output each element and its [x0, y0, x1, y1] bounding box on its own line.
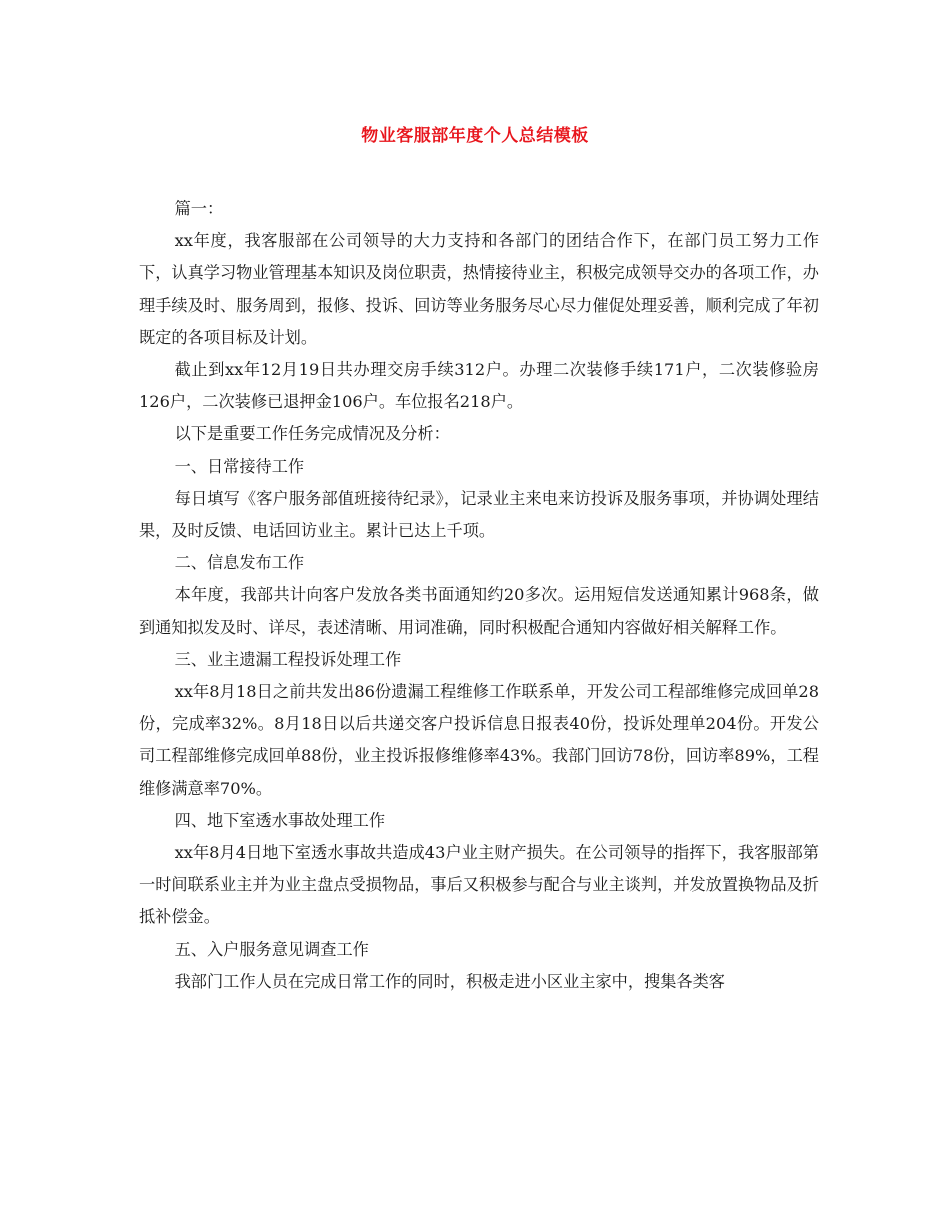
body-paragraph: 截止到xx年12月19日共办理交房手续312户。办理二次装修手续171户，二次装修验房126户，二次装修已退押金106户。车位报名218户。 — [139, 360, 819, 412]
body-paragraph: 我部门工作人员在完成日常工作的同时，积极走进小区业主家中，搜集各类客 — [174, 971, 725, 991]
section-heading: 五、入户服务意见调查工作 — [174, 939, 369, 959]
document-title: 物业客服部年度个人总结模板 — [361, 126, 589, 146]
section-heading: 一、日常接待工作 — [174, 456, 305, 476]
body-paragraph: xx年8月4日地下室透水事故共造成43户业主财产损失。在公司领导的指挥下，我客服部第一时间联系业主并为业主盘点受损物品，事后又积极参与配合与业主谈判，并发放置换物品及折抵补偿金。 — [139, 843, 819, 927]
section-label: 篇一： — [174, 199, 224, 218]
section-heading: 三、业主遗漏工程投诉处理工作 — [174, 649, 402, 669]
section-heading: 四、地下室透水事故处理工作 — [174, 810, 386, 830]
body-paragraph: 以下是重要工作任务完成情况及分析： — [174, 424, 450, 444]
body-paragraph: xx年8月18日之前共发出86份遗漏工程维修工作联系单，开发公司工程部维修完成回单28份，完成率32%。8月18日以后共递交客户投诉信息日报表40份，投诉处理单204份。开发公司工程部维修完成回单88份，业主投诉报修维修率43%。我部门回访78份，回访率89%，工程维修满意率70%。 — [139, 682, 819, 798]
body-paragraph: 本年度，我部共计向客户发放各类书面通知约20多次。运用短信发送通知累计968条，做到通知拟发及时、详尽，表述清晰、用词准确，同时积极配合通知内容做好相关解释工作。 — [139, 585, 819, 637]
body-paragraph: 每日填写《客户服务部值班接待纪录》，记录业主来电来访投诉及服务事项，并协调处理结果，及时反馈、电话回访业主。累计已达上千项。 — [139, 488, 819, 541]
document-body — [139, 193, 819, 998]
body-paragraph: xx年度，我客服部在公司领导的大力支持和各部门的团结合作下，在部门员工努力工作下，认真学习物业管理基本知识及岗位职责，热情接待业主，积极完成领导交办的各项工作，办理手续及时、服务周到，报修、投诉、回访等业务服务尽心尽力催促处理妥善，顺利完成了年初既定的各项目标及计划。 — [139, 231, 819, 347]
section-heading: 二、信息发布工作 — [174, 553, 305, 573]
